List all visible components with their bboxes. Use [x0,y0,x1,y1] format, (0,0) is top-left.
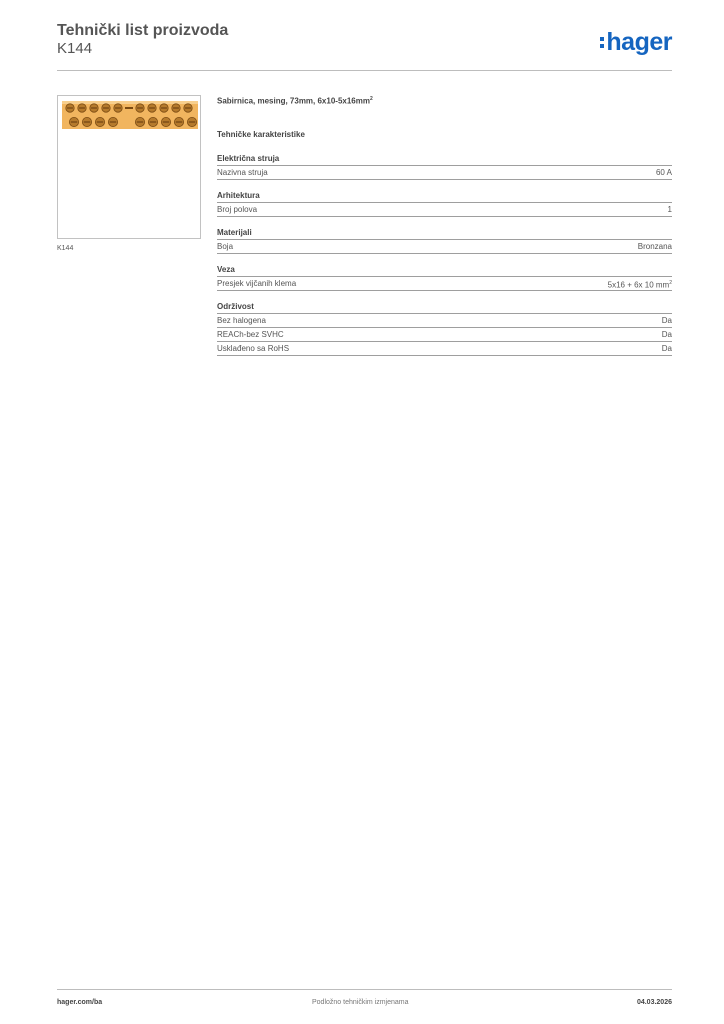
footer-website: hager.com/ba [57,999,103,1006]
spec-group-electric [217,154,672,180]
group-title: Arhitektura [217,191,672,203]
spec-row [217,342,672,356]
spec-group-sustainability [217,302,672,356]
spec-row [217,240,672,254]
product-image-caption: K144 [57,245,74,252]
group-title: Električna struja [217,154,672,166]
section-title: Tehničke karakteristike [217,130,305,139]
group-title: Materijali [217,228,672,240]
product-description [217,96,672,130]
spec-value: 5x16 + 6x 10 mm [607,280,670,290]
busbar-terminal-icon [62,99,198,133]
spec-value: Da [661,330,672,339]
spec-label: Usklađeno sa RoHS [217,344,290,353]
spec-label: Boja [217,242,234,251]
hager-logo [600,28,672,56]
spec-row [217,166,672,180]
spec-group-materials [217,228,672,254]
product-description-sup: 2 [369,96,373,102]
group-title: Održivost [217,302,672,314]
spec-label: Nazivna struja [217,168,268,177]
logo-mark-icon [600,37,604,48]
page-title: Tehnički list proizvoda [57,22,229,39]
footer-date: 04.03.2026 [636,999,672,1006]
spec-row [217,203,672,217]
spec-label: Presjek vijčanih klema [217,279,297,288]
spec-group-connection [217,265,672,291]
spec-label: Broj polova [217,205,258,214]
spec-label: Bez halogena [217,316,266,325]
footer-note: Podložno tehničkim izmjenama [312,999,409,1006]
spec-value: 60 A [655,168,672,177]
product-image-frame [57,95,201,239]
page-header [57,22,672,71]
spec-value-wrap [608,277,672,290]
spec-value: Bronzana [637,242,672,251]
spec-row [217,277,672,291]
spec-sheet [217,96,672,367]
product-description-text: Sabirnica, mesing, 73mm, 6x10-5x16mm [217,96,370,106]
spec-value: Da [661,344,672,353]
spec-label: REACh-bez SVHC [217,330,284,339]
spec-value: 1 [667,205,672,214]
group-title: Veza [217,265,672,277]
logo-text: hager [606,27,672,56]
page-footer [57,989,672,1010]
product-code: K144 [57,40,93,57]
spec-group-architecture [217,191,672,217]
spec-value: Da [661,316,672,325]
spec-row [217,314,672,328]
spec-row [217,328,672,342]
spec-value-sup: 2 [669,280,672,286]
